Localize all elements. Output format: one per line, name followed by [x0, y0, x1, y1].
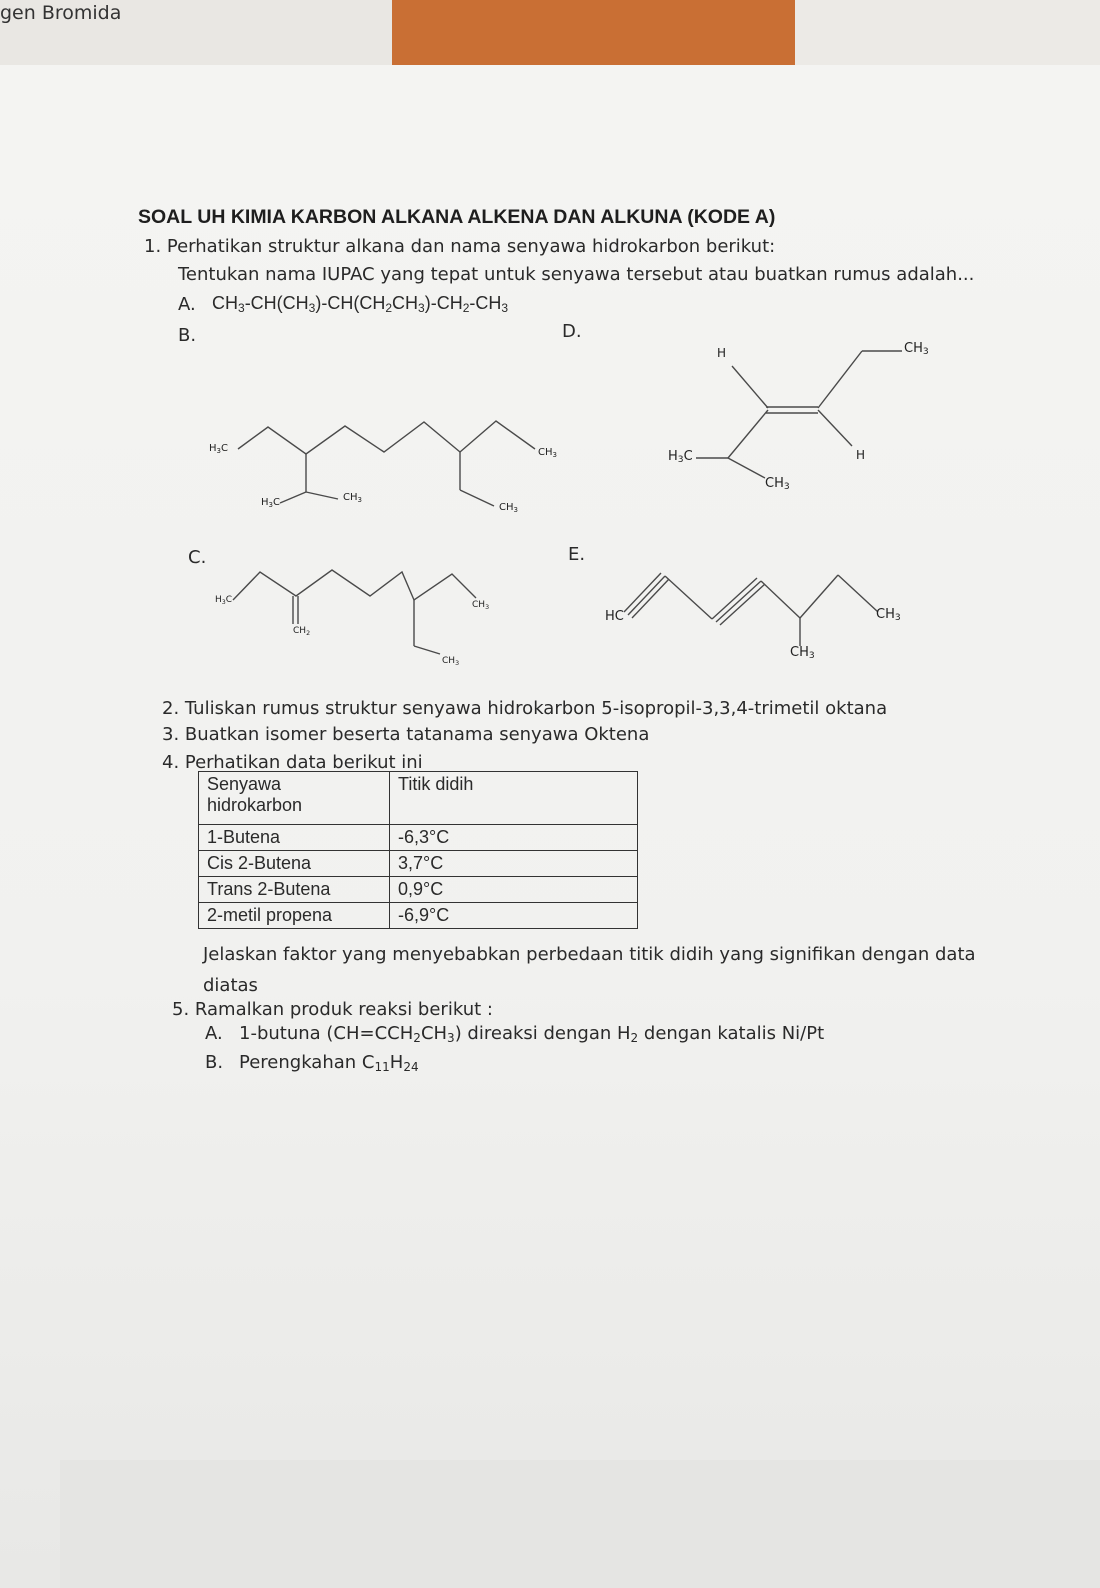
mol-b-h3c-low: $H_3C$	[261, 497, 280, 509]
option-a-label: A.	[178, 294, 196, 315]
question-1-line-2: Tentukan nama IUPAC yang tepat untuk senyawa tersebut atau buatkan rumus adalah...	[178, 264, 975, 285]
mol-c-ch3-bottom: $CH_3$	[442, 656, 460, 667]
question-2: 2. Tuliskan rumus struktur senyawa hidrokarbon 5-isopropil-3,3,4-trimetil oktana	[162, 698, 888, 719]
mol-c-ch2: $CH_2$	[293, 626, 311, 637]
question-4-explain-1: Jelaskan faktor yang menyebabkan perbedaan titik didih yang signifikan dengan data	[203, 944, 976, 965]
mol-b-h3c-top: $H_3C$	[209, 443, 228, 455]
boiling-point-table	[198, 771, 638, 929]
mol-c-h3c: $H_3C$	[215, 595, 233, 606]
mol-e-ch3-right: $CH_3$	[876, 607, 901, 623]
mol-d-h-top: H	[717, 346, 727, 360]
question-3: 3. Buatkan isomer beserta tatanama senyawa Oktena	[162, 724, 650, 745]
table-row	[199, 851, 638, 877]
table-cell: 0,9°C	[390, 877, 638, 903]
table-cell: -6,3°C	[390, 825, 638, 851]
mol-d-ch3-top: $CH_3$	[904, 341, 929, 357]
mol-d-ch3-bottom: $CH_3$	[765, 476, 790, 492]
question-5-a-text: 1-butuna $(CH=CCH_2CH_3)$ direaksi dengan $H_2$ dengan katalis Ni/Pt	[239, 1023, 825, 1045]
question-5-b-label: B.	[205, 1052, 224, 1073]
mol-e-hc: HC	[605, 609, 624, 624]
question-5-intro: 5. Ramalkan produk reaksi berikut :	[172, 999, 493, 1020]
question-5-b-text: Perengkahan $C_{11}H_{24}$	[239, 1052, 419, 1074]
mol-d-h3c: $H_3C$	[668, 449, 693, 465]
question-4-intro: 4. Perhatikan data berikut ini	[162, 752, 423, 773]
background-sheet-text: gen Bromida	[0, 2, 122, 24]
table-row	[199, 877, 638, 903]
mol-c-ch3-right: $CH_3$	[472, 600, 490, 611]
mol-b-ch3-right: $CH_3$	[538, 447, 557, 459]
mol-e-ch3-bottom: $CH_3$	[790, 645, 815, 661]
option-c-label: C.	[188, 547, 207, 568]
mol-b-ch3-bottom: $CH_3$	[499, 502, 518, 514]
table-header-cell: Titik didih	[390, 772, 638, 825]
option-b-label: B.	[178, 325, 197, 346]
table-cell: -6,9°C	[390, 903, 638, 929]
table-header-row	[199, 772, 638, 825]
table-cell: 1-Butena	[199, 825, 390, 851]
table-row	[199, 825, 638, 851]
option-d-label: D.	[562, 321, 582, 342]
table-header-cell: Senyawa hidrokarbon	[199, 772, 390, 825]
page-title: SOAL UH KIMIA KARBON ALKANA ALKENA DAN ALKUNA (KODE A)	[138, 206, 776, 228]
option-e-label: E.	[568, 544, 586, 565]
option-a-formula: $CH_3-CH(CH_3)-CH(CH_2CH_3)-CH_2-CH_3$	[212, 293, 509, 315]
table-cell: Trans 2-Butena	[199, 877, 390, 903]
question-4-explain-2: diatas	[203, 975, 258, 996]
table-cell: 3,7°C	[390, 851, 638, 877]
mol-b-ch3-mid: $CH_3$	[343, 492, 362, 504]
table-cell: Cis 2-Butena	[199, 851, 390, 877]
mol-d-h-right: H	[856, 448, 866, 462]
table-cell: 2-metil propena	[199, 903, 390, 929]
question-1-line-1: 1. Perhatikan struktur alkana dan nama senyawa hidrokarbon berikut:	[144, 236, 776, 257]
table-row	[199, 903, 638, 929]
question-5-a-label: A.	[205, 1023, 223, 1044]
